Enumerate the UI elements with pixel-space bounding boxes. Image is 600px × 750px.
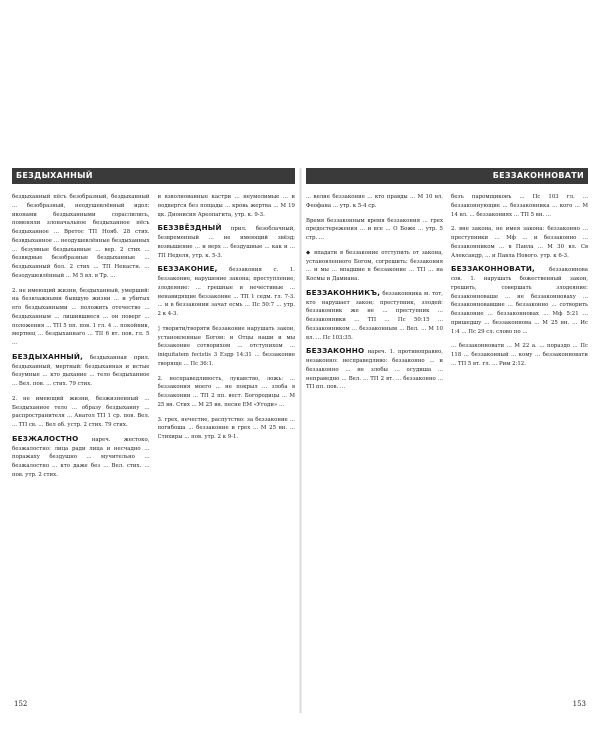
dictionary-entry [158,413,296,442]
entry-text: бездыханная прил. бездыханный, мертвый: бездыханная и истые безумные ... кто дыхание ... тело бездыханное ... Вел. пов. ... стих. 79 стих. [12,354,150,387]
entry-text: ◊ творити/творяти беззаконие нарушать закон, установленные Богом: и Отцы наши и мы беззаконие сотворихом ... отступихом ... iniquitatem fecistis 3 Ездр 14:31 ... беззаконие творяще ... Пс 36:1. [157,325,295,367]
dictionary-entry [451,263,588,336]
page-number-right: 153 [572,700,586,708]
entry-headword: БЕЗЗАКОННО [306,346,365,356]
entry-text: прил. безоблачный, безвременный ... не имеющий звёзд; возвышение ... и верх ... бездушные ... как и ... ТП Неделя, утр. к. 5-3. [157,226,295,259]
dictionary-entry [158,263,296,319]
entry-text: ... беззаконновати ... М 22 а. ... пораздо ... Пс 118 ... беззаконный ... кому ... беззаконновати ... ТП 5 вт. гл. ... Рим 2:12. [451,343,588,367]
dictionary-entry [158,190,296,219]
entry-text: бездыханный пёсъ безобразный, бездыханный ... безобразный, неодушевлённый идол: иконами бездыханными сораслились, поменяли злоначальное бездыханное пёсъ бездыханное ... Вретос ТП Нояб. 28 стих. безвдыханное ... неодушевлённые бездыханных ... безумные бездыханные ... вер. 2 стих ... безвидные безобразные бездыханные ... бездыханный бол. 2 стих ... ТП Ненастн. ... безодушевлённый ... М 5 вл. в Тр. ... [12,194,150,279]
dictionary-entry [306,287,443,343]
dictionary-entry [12,190,150,281]
entry-text: беззакония с. 1. беззаконие, нарушение закона; преступление, злодеяние: ... грешные и нечестивые ... ненавидящие беззаконие ... ТП 1 седм. гл. 7-3. ... и в беззаконии зачат есмь ... Пс 50:7 ... утр. 2 к 4-3. [157,267,295,317]
entry-text: беззаконнова сов. 1. нарушать божественный закон, грешить, совершать злодеяние: беззаконноваше ... не беззаконноваху ... беззаконновавшие ... беззаконно ... сотворить беззаконие ... беззаконновах ... Мф 5:21 ... пришедшу ... беззаконнова ... М 25 вн. ... Ис 1:4 ... Пс 29 сл. слово по ... [451,267,588,335]
dictionary-entry [306,345,443,392]
dictionary-entry [158,322,296,369]
entry-headword: БЕЗЗАКОННИКЪ, [306,287,381,297]
entry-text: 2. несправедливость, лукавство, ложь: ... беззакония моего ... не покрыл ... злоба в беззаконии ... ТП 2 пп. вест. Богородицы ... М 25 вн. Стих ... М 25 вн. песне ЕМ «Угоди» ... [157,375,295,408]
entry-text: 3. грех, нечестие, распутство: за беззаконие ... погибоша ... беззаконие и грех ... М 25 вн. ... Стихиры ... пов. утр. 2 к 9-1. [157,416,295,440]
dictionary-entry [306,190,443,211]
entry-text: и взволнованные кастри ... неумолимые ... и подвергся без пощады ... кровь жертва ... М 19 дк. Дионисия Ареопагита, утр. к. 9-3. [157,194,295,218]
running-head-left: БЕЗДЫХАННЫЙ [12,168,295,184]
entry-text: Время беззаконным время беззакония ... грех предостережения ... и все ... О Боже ... утр. 5 стр. ... [306,217,443,241]
right-column-2 [451,190,588,690]
entry-text: беззаконника м. тот, кто нарушает закон; преступник, злодей: беззаконник же не ... преступник ... беззаконники ... ТП ... Пс 50:15 ... беззаконником ... беззаконным ... Вел. ... М 10 вл. ... Пс 103:35. [306,290,443,341]
dictionary-entry [12,392,150,430]
running-head-right: БЕЗЗАКОННОВАТИ [306,168,588,184]
entry-text: безъ паромщиковъ ... Пс 103 гл. ... беззаконнующие ... беззаконника ... кого ... М 14 вл. ... беззакониях ... ТП 5 вн. ... [451,194,588,218]
entry-text: ... велие беззаконие ... кто правды ... М 10 вл. Феофана ... утр. к 5-4 ср. [306,194,443,209]
left-columns [12,190,295,690]
entry-headword: БЕЗЗАКОННОВАТИ, [451,264,535,274]
right-columns [306,190,588,690]
dictionary-entry [306,214,443,243]
dictionary-entry [451,339,588,368]
entry-text: 2. не имеющий жизни, бездыханный, умерший: на безвлажными бывшую жизни ... и убитых его бездыханными ... положить отечество ... бездыханным ... лишившиеся ... он поверг ... положения ... ТП 5 пп. пов. 1 гл. 4 ... покойник, мертвец ... бездыханнаго ... TII 6 вт. пов. гл. 5 ... [12,287,150,346]
entry-text: нареч. 1. противоправно, незаконно: несправедливо: беззаконно ... и беззаконно ... не злобы ... осудиша ... неправедно ... Вел. ... ТП 2 вт. ... беззаконно ... ТП пп. пов. ... [306,349,443,391]
left-column-2 [158,190,296,690]
dictionary-entry [158,372,296,410]
entry-text: 2. не имеющий жизни, безжизненный ... Бездыханное тело ... образу бездыханну ... распространителя ... Анатол ТП 1 ср. пов. Вел. ... ТП св. ... Вел об. устр. 2 стих. 79 стих. [12,395,150,428]
left-column-1 [12,190,150,690]
entry-text: ◆ впадати в беззаконие отступить от закона, установленного Богом, согрешить: беззакония ... и мы ... впадшие в беззаконие ... ТП ... на Космы и Дамиана. [306,249,443,282]
book-gutter [299,168,302,713]
dictionary-entry [12,351,150,389]
dictionary-entry [158,222,296,260]
right-column-1 [306,190,443,690]
dictionary-entry [306,246,443,284]
dictionary-entry [12,433,150,480]
dictionary-entry [451,222,588,260]
left-page [12,168,295,708]
entry-headword: БЕЗЖАЛОСТНО [12,433,79,443]
page-number-left: 152 [14,700,28,708]
dictionary-entry [451,190,588,219]
dictionary-entry [12,284,150,348]
entry-headword: БЕЗЗАКОНИЕ, [157,264,218,274]
entry-headword: БЕЗЗВЁЗДНЫЙ [157,223,222,233]
right-page [306,168,588,708]
entry-text: 2. вне закона, не имея закона: беззаконно ... преступники ... Мф ... и беззаконно ... беззаконником ... в Павла ... М 30 вл. Св Александр, ... и Павла Нового. утр. к 6-3. [451,226,588,259]
entry-text: нареч. жестоко, безжалостно: лица ради лица и несчадно ... поражаху бездушно ... мучительно ... безжалостно ... кто даже без ... Вел. стих. ... пов. утр. 2 стих. [12,436,150,478]
entry-headword: БЕЗДЫХАННЫЙ, [12,351,84,361]
